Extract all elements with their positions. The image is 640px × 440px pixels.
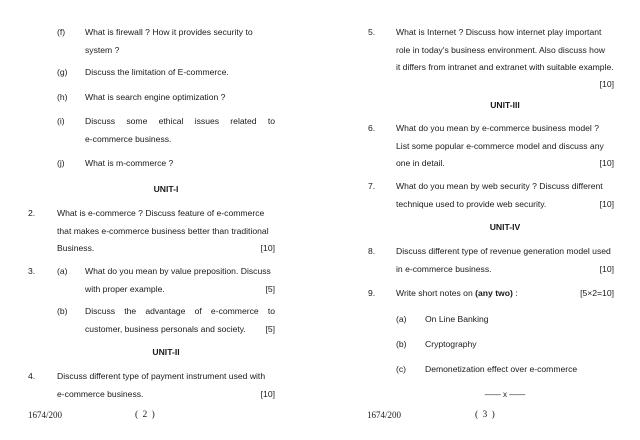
question-line: it differs from intranet and extranet with suitable example.: [396, 62, 614, 72]
question-line: List some popular e-commerce model and discuss any: [396, 140, 604, 151]
question-line: Discuss different type of revenue generation model used: [396, 246, 611, 256]
marks: [10]: [599, 198, 614, 209]
page-number: ( 3 ): [475, 410, 496, 420]
question-line: e-commerce business.: [57, 388, 144, 399]
item-line: What is firewall ? How it provides security to: [85, 27, 253, 37]
sub-label: (b): [57, 306, 68, 316]
short-note-text: Demonetization effect over e-commerce: [425, 364, 578, 374]
question-number: 4.: [28, 371, 36, 381]
marks: [10]: [599, 79, 614, 89]
question-line: in e-commerce business.: [396, 263, 492, 274]
item-line: What is search engine optimization ?: [85, 92, 226, 102]
question-line: role in today's business environment. Also discuss how: [396, 44, 605, 55]
question-line: [396, 285, 566, 303]
question-number: 9.: [368, 288, 376, 298]
question-suffix: :: [512, 288, 518, 298]
question-number: 3.: [28, 266, 36, 276]
sub-label: (a): [57, 266, 68, 276]
page-number: ( 2 ): [135, 410, 156, 420]
question-number: 2.: [28, 208, 36, 218]
footer-code: 1674/200: [367, 410, 402, 420]
question-line: technique used to provide web security.: [396, 198, 547, 209]
sub-label: (b): [396, 339, 407, 349]
footer-code: 1674/200: [28, 410, 63, 420]
marks: [10]: [260, 388, 275, 399]
question-number: 7.: [368, 181, 376, 191]
question-line: with proper example.: [85, 283, 165, 294]
sub-label: (c): [396, 364, 407, 374]
question-line: What do you mean by e-commerce business model ?: [396, 123, 600, 133]
question-emphasis: (any two): [475, 288, 513, 298]
marks: [5]: [265, 283, 275, 294]
question-line: customer, business personals and society.: [85, 323, 246, 334]
question-text: Write short notes on: [396, 288, 476, 298]
question-line: What is Internet ? Discuss how internet play important: [396, 27, 602, 37]
question-line: What do you mean by web security ? Discuss different: [396, 181, 603, 191]
unit-heading-4: UNIT-IV: [489, 222, 521, 232]
unit-heading-1: UNIT-I: [153, 184, 179, 194]
question-number: 6.: [368, 123, 376, 133]
marks: [5×2=10]: [580, 288, 614, 298]
question-line: one in detail.: [396, 158, 445, 168]
item-line: system ?: [85, 44, 120, 55]
item-label: (h): [57, 92, 68, 102]
question-line: What is e-commerce ? Discuss feature of e-commerce: [57, 208, 265, 218]
question-line: Discuss the advantage of e-commerce to: [85, 306, 275, 316]
question-line: What do you mean by value preposition. Discuss: [85, 266, 271, 276]
item-line: What is m-commerce ?: [85, 158, 174, 168]
question-line: that makes e-commerce business better than traditional: [57, 225, 269, 236]
marks: [5]: [265, 323, 275, 334]
marks: [10]: [599, 158, 614, 168]
item-line: Discuss some ethical issues related to: [85, 116, 275, 126]
question-line: Business.: [57, 243, 95, 253]
item-label: (j): [57, 158, 65, 168]
item-line: e-commerce business.: [85, 133, 172, 144]
marks: [10]: [260, 243, 275, 253]
item-label: (i): [57, 116, 65, 126]
end-mark: —— x ——: [484, 390, 526, 399]
question-number: 5.: [368, 27, 376, 37]
short-note-text: On Line Banking: [425, 314, 489, 324]
unit-heading-2: UNIT-II: [152, 347, 180, 357]
question-line: Discuss different type of payment instrument used with: [57, 371, 266, 381]
short-note-text: Cryptography: [425, 339, 477, 349]
sub-label: (a): [396, 314, 407, 324]
item-line: Discuss the limitation of E-commerce.: [85, 67, 229, 77]
page-right: [340, 0, 640, 440]
marks: [10]: [599, 263, 614, 274]
question-number: 8.: [368, 246, 376, 256]
item-label: (g): [57, 67, 68, 77]
item-label: (f): [57, 27, 66, 37]
unit-heading-3: UNIT-III: [490, 100, 520, 110]
